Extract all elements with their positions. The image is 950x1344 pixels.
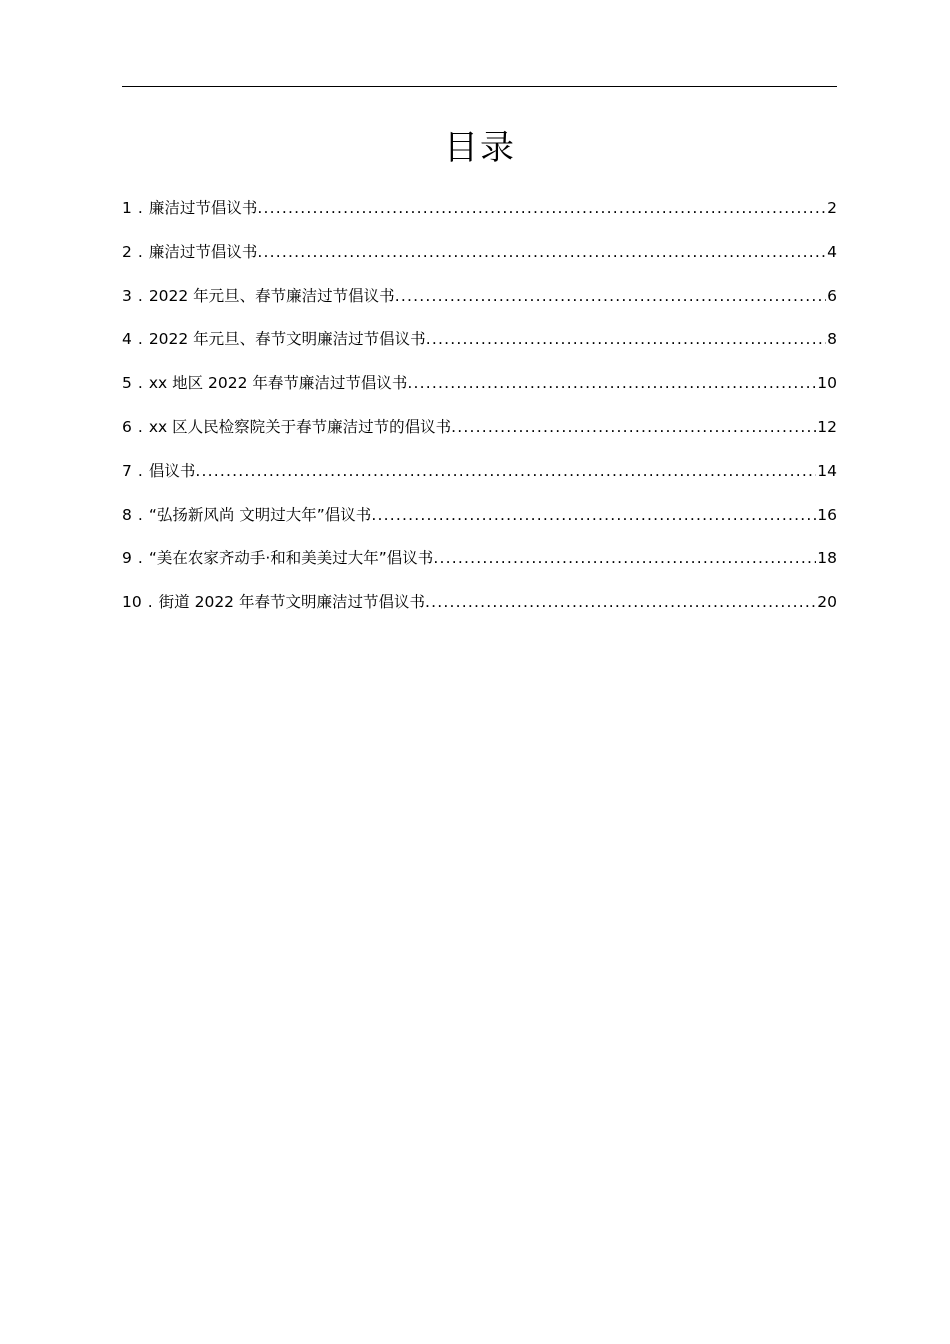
toc-entry-separator: . [137,286,143,305]
toc-entry-page-number: 14 [817,461,837,480]
toc-entry-page-number: 12 [817,417,837,436]
toc-entry-4[interactable] [122,327,837,371]
toc-title: 目录 [444,128,516,168]
toc-entry-page-number: 6 [827,286,837,305]
toc-entry-number: 4 [122,330,132,349]
toc-entry-separator: . [137,199,143,217]
toc-entry-separator: . [137,549,143,568]
toc-entry-number: 2 [122,242,132,261]
toc-dot-leader [451,415,816,439]
toc-dot-leader [371,503,816,527]
toc-entry-3[interactable] [122,284,837,328]
toc-entry-separator: . [137,417,143,436]
toc-entry-5[interactable] [122,371,837,415]
toc-entry-9[interactable] [122,546,837,590]
toc-entry-6[interactable] [122,415,837,459]
toc-dot-leader [433,546,816,570]
toc-entry-title: 2022 年元旦、春节文明廉洁过节倡议书 [148,330,426,349]
toc-entry-number: 9 [122,549,132,568]
toc-list [122,196,837,634]
toc-entry-page-number: 2 [827,199,837,217]
toc-entry-separator: . [137,461,143,480]
header-rule [122,86,837,87]
toc-entry-title: xx 地区 2022 年春节廉洁过节倡议书 [148,374,408,393]
toc-entry-separator: . [137,242,143,261]
toc-dot-leader [395,284,826,308]
toc-entry-number: 1 [122,199,132,217]
toc-entry-page-number: 10 [817,374,837,393]
toc-entry-page-number: 4 [827,242,837,261]
toc-entry-number: 3 [122,286,132,305]
toc-dot-leader [257,240,826,264]
toc-entry-title: xx 区人民检察院关于春节廉洁过节的倡议书 [148,417,452,436]
toc-entry-2[interactable] [122,240,837,284]
toc-entry-number: 7 [122,461,132,480]
toc-entry-1[interactable] [122,196,837,240]
toc-entry-title: 廉洁过节倡议书 [148,199,258,217]
toc-entry-separator: . [147,593,153,612]
toc-dot-leader [195,459,816,483]
toc-entry-7[interactable] [122,459,837,503]
toc-entry-title: 街道 2022 年春节文明廉洁过节倡议书 [158,593,425,612]
toc-entry-separator: . [137,505,143,524]
toc-entry-separator: . [137,374,143,393]
toc-entry-page-number: 18 [817,549,837,568]
toc-entry-8[interactable] [122,503,837,547]
toc-entry-title: “弘扬新风尚 文明过大年”倡议书 [148,505,372,524]
toc-dot-leader [426,327,826,351]
toc-entry-page-number: 16 [817,505,837,524]
toc-entry-page-number: 20 [817,593,837,612]
toc-entry-page-number: 8 [827,330,837,349]
toc-entry-title: “美在农家齐动手·和和美美过大年”倡议书 [148,549,434,568]
toc-entry-separator: . [137,330,143,349]
toc-entry-number: 5 [122,374,132,393]
toc-entry-number: 6 [122,417,132,436]
toc-dot-leader [425,590,816,614]
toc-entry-title: 2022 年元旦、春节廉洁过节倡议书 [148,286,395,305]
toc-entry-title: 倡议书 [148,461,196,480]
toc-dot-leader [257,196,826,220]
toc-entry-number: 10 [122,593,142,612]
toc-entry-10[interactable] [122,590,837,634]
toc-entry-title: 廉洁过节倡议书 [148,242,258,261]
toc-entry-number: 8 [122,505,132,524]
toc-dot-leader [407,371,816,395]
